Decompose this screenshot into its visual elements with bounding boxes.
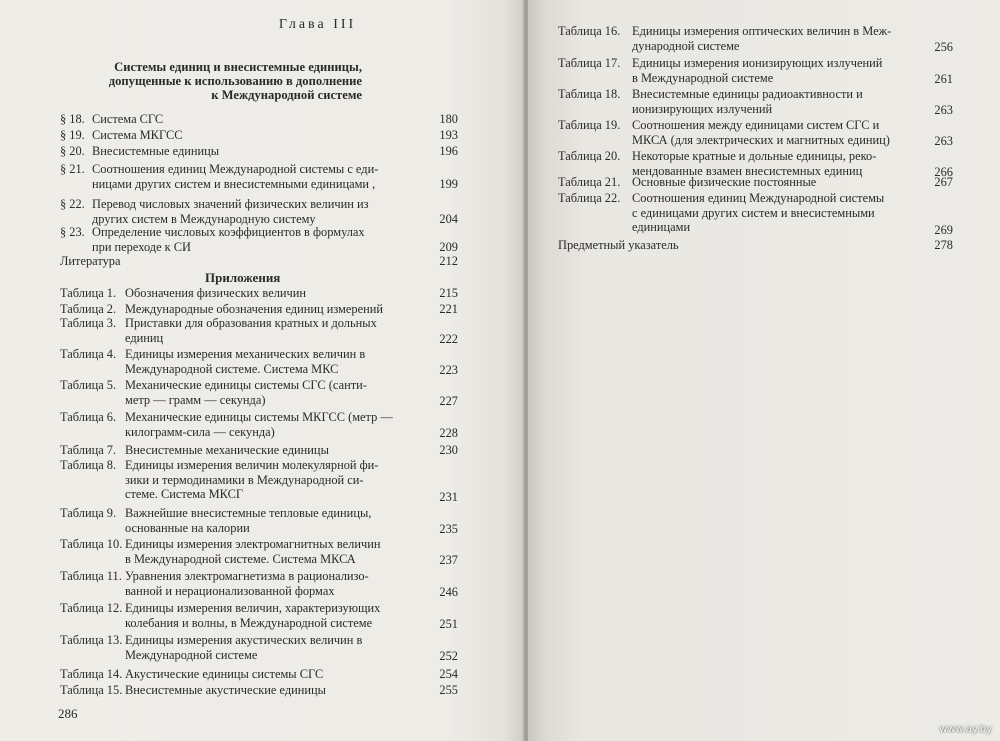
entry-title [125,601,380,630]
entry-title-line: колебания и волны, в Международной системе [125,615,373,630]
entry-title [125,286,306,301]
watermark: www.ay.by [939,724,992,735]
entry-page-number: 222 [439,332,458,346]
entry-title-line: Перевод числовых значений физических величин из [92,197,369,211]
entry-label: Таблица 13. [60,633,123,647]
entry-title-line: килограмм-сила — секунда) [125,424,275,439]
entry-label: § 21. [60,162,85,176]
entry-title-line: ницами других систем и внесистемными единицами , [92,176,376,191]
entry-label: Таблица 14. [60,667,123,681]
entry-label: Таблица 17. [558,56,621,70]
entry-page-number: 267 [934,175,953,189]
entry-title-line: Единицы измерения ионизирующих излучений [632,56,883,70]
entry-label: § 18. [60,112,85,126]
chapter-title: Глава III [278,17,357,32]
entry-page-number: 228 [439,426,458,440]
entry-title-line: Система СГС [92,112,164,126]
entry-title [125,683,326,698]
entry-page-number: 193 [439,128,458,142]
entry-label: Таблица 16. [558,24,621,38]
entry-title-line: Некоторые кратные и дольные единицы, реко- [632,149,877,163]
entry-label: Таблица 20. [558,149,621,163]
entry-title-line: Единицы измерения акустических величин в [125,633,363,647]
entry-title [632,24,891,53]
entry-label: Таблица 9. [60,506,117,520]
right-page [528,0,1000,741]
entry-page-number: 199 [439,176,458,191]
entry-label: Предметный указатель [558,238,679,252]
entry-label: Таблица 4. [60,347,117,361]
entry-page-number: 212 [439,254,458,268]
entry-title-line: Акустические единицы системы СГС [125,667,324,681]
entry-title-line: Единицы измерения электромагнитных величин [125,537,381,551]
entry-title-line: Международные обозначения единиц измерений [125,302,383,316]
entry-page-number: 230 [439,443,458,457]
entry-page-number: 180 [439,112,458,126]
entry-title [125,633,362,662]
entry-title [125,537,380,566]
entry-label: Таблица 11. [60,569,122,583]
entry-title-line: в Международной системе. Система МКСА [125,551,356,566]
heading-line: допущенные к использованию в дополнение [108,74,362,88]
entry-title-line: Соотношения единиц Международной системы [632,191,885,205]
entry-title-line: Приставки для образования кратных и дольных [125,316,377,330]
entry-page-number: 204 [439,211,458,226]
entry-label: Таблица 2. [60,302,117,316]
entry-title-line: Единицы измерения величин, характеризующих [125,601,381,615]
entry-title [92,112,163,127]
entry-title-line: Соотношения единиц Международной системы с еди- [92,162,379,176]
entry-title [92,144,219,159]
entry-title-line: дународной системе [632,38,740,53]
entry-title-line: Внесистемные акустические единицы [125,683,327,697]
entry-label: Таблица 3. [60,316,117,330]
entry-title-line: Система МКГСС [92,128,183,142]
appendix-title: Приложения [205,270,281,285]
entry-page-number: 255 [439,683,458,697]
entry-page-number: 231 [439,490,458,504]
chapter-heading [60,60,362,102]
entry-page-number: 254 [439,667,458,681]
entry-title-line: основанные на калории [125,520,250,535]
entry-label: Таблица 8. [60,458,117,472]
entry-title-line: Механические единицы системы МКГСС (метр — [125,410,393,424]
heading-line: Системы единиц и внесистемные единицы, [114,60,362,74]
entry-label: Таблица 21. [558,175,621,189]
entry-page-number: 266 [934,165,953,179]
entry-title-line: Международной системе [125,647,258,662]
entry-title-line: Внесистемные механические единицы [125,443,329,457]
entry-label: Таблица 19. [558,118,621,132]
entry-title [125,667,323,682]
entry-title [125,410,393,439]
entry-label: Таблица 1. [60,286,117,300]
entry-title-line: МКСА (для электрических и магнитных единиц) [632,132,890,147]
entry-label: Таблица 15. [60,683,123,697]
entry-label: Таблица 10. [60,537,123,551]
entry-title-line: единиц [125,330,164,345]
entry-label: Таблица 18. [558,87,621,101]
entry-title-line: других систем в Международную систему [92,211,316,226]
entry-title-line: Единицы измерения оптических величин в Меж- [632,24,892,38]
entry-title [632,87,863,116]
entry-title-line: Механические единицы системы СГС (санти- [125,378,367,392]
entry-title-line: Уравнения электромагнетизма в рационализо- [125,569,369,583]
entry-title-line: стеме. Система МКСГ [125,487,244,502]
entry-title [632,149,876,178]
entry-page-number: 263 [934,134,953,148]
entry-title [125,378,367,407]
entry-label: Таблица 22. [558,191,621,205]
entry-title-line: Важнейшие внесистемные тепловые единицы, [125,506,372,520]
entry-label: Литература [60,254,121,268]
entry-page-number: 227 [439,394,458,408]
entry-page-number: 263 [934,103,953,117]
entry-title [632,118,890,147]
entry-title-line: Определение числовых коэффициентов в формулах [92,225,365,239]
entry-title-line: Внесистемные единицы радиоактивности и [632,87,863,101]
entry-title-line: метр — грамм — секунда) [125,392,266,407]
entry-title-line: при переходе к СИ [92,239,192,254]
entry-page-number: 261 [934,72,953,86]
entry-title [632,56,882,85]
entry-page-number: 269 [934,223,953,237]
entry-title-line: Обозначения физических величин [125,286,307,300]
entry-title [92,162,378,191]
entry-title [125,302,383,317]
entry-title [125,506,371,535]
entry-title-line: Внесистемные единицы [92,144,220,158]
entry-label: Таблица 12. [60,601,123,615]
entry-title-line: мендованные взамен внесистемных единиц [632,163,863,178]
entry-title-line: Единицы измерения механических величин в [125,347,366,361]
entry-title-line: Соотношения между единицами систем СГС и [632,118,880,132]
entry-title [125,569,369,598]
entry-page-number: 215 [439,286,458,300]
entry-label: Таблица 5. [60,378,117,392]
entry-label: § 20. [60,144,85,158]
entry-title [92,225,365,254]
entry-title [632,175,816,190]
entry-page-number: 251 [439,617,458,631]
entry-page-number: 209 [439,239,458,254]
entry-page-number: 221 [439,302,458,316]
entry-title [632,191,884,235]
page-number: 286 [58,706,78,721]
entry-title-line: единицами [632,220,691,235]
entry-title-line: Основные физические постоянные [632,175,817,189]
entry-label: Таблица 7. [60,443,117,457]
entry-title-line: Единицы измерения величин молекулярной фи- [125,458,379,472]
heading-line: к Международной системе [211,88,362,102]
entry-page-number: 252 [439,649,458,663]
entry-label: Таблица 6. [60,410,117,424]
entry-label: § 22. [60,197,85,211]
entry-page-number: 278 [934,238,953,252]
entry-title-line: с единицами других систем и внесистемными [632,205,875,220]
entry-title-line: Международной системе. Система МКС [125,361,339,376]
entry-title-line: ванной и нерационализованной формах [125,583,335,598]
entry-label: § 23. [60,225,85,239]
entry-title [92,128,182,143]
entry-page-number: 246 [439,585,458,599]
entry-page-number: 223 [439,363,458,377]
entry-title [92,197,368,226]
entry-page-number: 235 [439,522,458,536]
entry-title-line: ионизирующих излучений [632,101,773,116]
entry-page-number: 256 [934,40,953,54]
entry-page-number: 237 [439,553,458,567]
entry-title [125,443,329,458]
entry-title-line: в Международной системе [632,70,774,85]
entry-title [125,347,365,376]
entry-title [125,316,377,345]
entry-title-line: зики и термодинамики в Международной си- [125,472,364,487]
entry-title [125,458,378,502]
entry-label: § 19. [60,128,85,142]
entry-page-number: 196 [439,144,458,158]
